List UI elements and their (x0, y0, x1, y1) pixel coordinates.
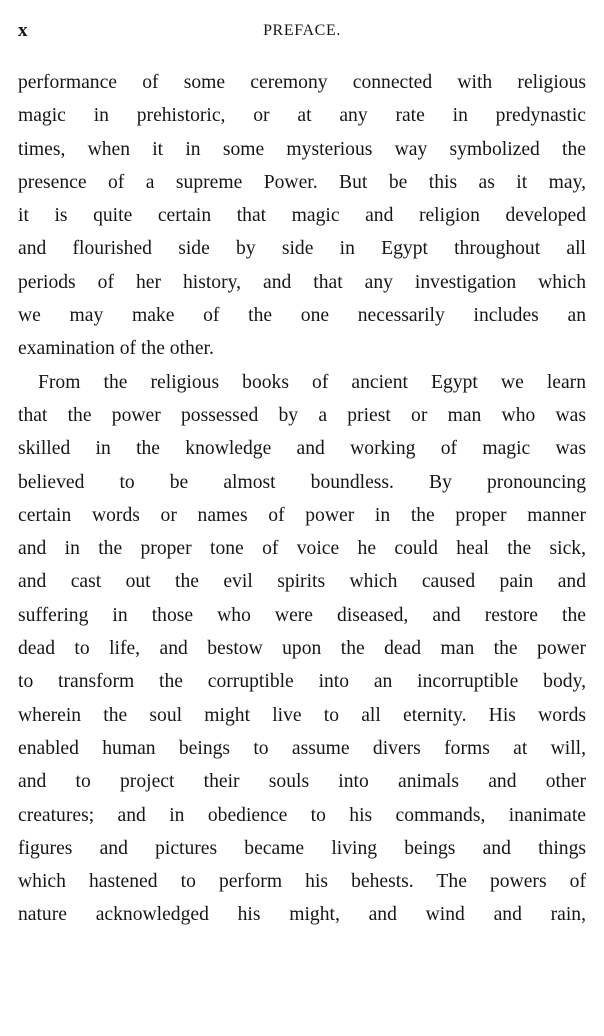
text-line: nature acknowledged his might, and wind and rain, (18, 904, 586, 926)
text-line: performance of some ceremony connected with religious (18, 72, 586, 93)
text-line: suffering in those who were diseased, and restore the (18, 604, 586, 626)
text-line: believed to be almost boundless. By pronouncing (18, 471, 586, 493)
text-line: and in the proper tone of voice he could heal the sick, (18, 538, 586, 560)
text-line: times, when it in some mysterious way symbolized the (18, 138, 586, 160)
text-line: periods of her history, and that any investigation which (18, 271, 586, 293)
text-line: and flourished side by side in Egypt throughout all (18, 238, 586, 260)
text-line: and cast out the evil spirits which caused pain and (18, 571, 586, 593)
text-line: enabled human beings to assume divers forms at will, (18, 737, 586, 759)
text-line: we may make of the one necessarily includes an (18, 305, 586, 327)
header-title: PREFACE. (263, 22, 341, 39)
page-number: x (18, 20, 28, 41)
text-line: wherein the soul might live to all eternity. His words (18, 704, 586, 726)
text-line: figures and pictures became living beings and things (18, 837, 586, 859)
body-text (18, 66, 586, 932)
text-line: examination of the other. (18, 338, 214, 360)
text-line: that the power possessed by a priest or man who was (18, 404, 586, 426)
text-line: and to project their souls into animals and other (18, 771, 586, 793)
text-line: dead to life, and bestow upon the dead man the power (18, 638, 586, 660)
text-line: it is quite certain that magic and religion developed (18, 205, 586, 227)
text-line: certain words or names of power in the proper manner (18, 504, 586, 526)
running-head (18, 20, 586, 46)
text-line: to transform the corruptible into an incorruptible body, (18, 671, 586, 693)
text-line: presence of a supreme Power. But be this as it may, (18, 171, 586, 193)
text-line: magic in prehistoric, or at any rate in predynastic (18, 105, 586, 127)
text-line: which hastened to perform his behests. The powers of (18, 871, 586, 893)
text-line: skilled in the knowledge and working of magic was (18, 438, 586, 460)
text-line: From the religious books of ancient Egypt we learn (38, 371, 586, 393)
text-line: creatures; and in obedience to his commands, inanimate (18, 804, 586, 826)
